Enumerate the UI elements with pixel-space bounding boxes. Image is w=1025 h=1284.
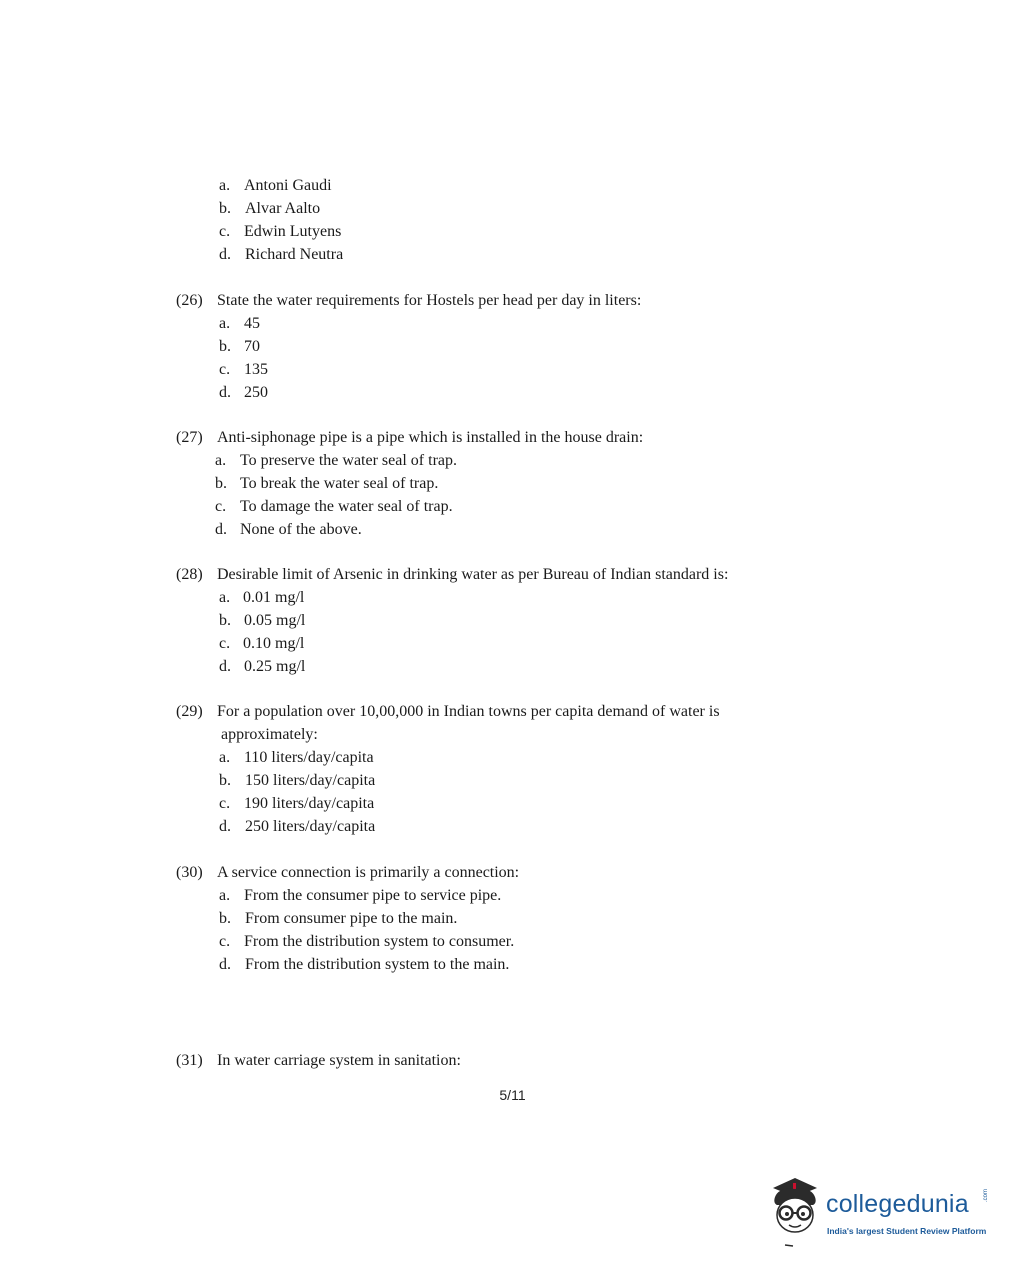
question-number: (28) — [176, 566, 203, 583]
question-line — [0, 1049, 1025, 1072]
option-label: c. — [219, 223, 231, 240]
option-row — [0, 953, 1025, 976]
option-row — [0, 815, 1025, 838]
option-text: 250 liters/day/capita — [245, 818, 376, 835]
option-label: b. — [219, 910, 231, 927]
option-label: d. — [219, 818, 231, 835]
option-row — [0, 655, 1025, 678]
question-text: For a population over 10,00,000 in Indian towns per capita demand of water is — [217, 703, 720, 720]
option-row — [0, 907, 1025, 930]
option-row — [0, 495, 1025, 518]
option-row — [0, 312, 1025, 335]
option-text: To break the water seal of trap. — [240, 475, 439, 492]
question-25-options — [0, 174, 1025, 266]
option-text: Edwin Lutyens — [244, 223, 342, 240]
option-text: From consumer pipe to the main. — [245, 910, 458, 927]
option-label: c. — [219, 795, 231, 812]
option-label: b. — [219, 200, 231, 217]
option-text: 0.05 mg/l — [244, 612, 306, 629]
option-row — [0, 358, 1025, 381]
option-text: 250 — [244, 384, 268, 401]
question-29 — [0, 700, 1025, 838]
option-text: 150 liters/day/capita — [245, 772, 376, 789]
question-line — [0, 861, 1025, 884]
question-line — [0, 563, 1025, 586]
question-28 — [0, 563, 1025, 678]
option-row — [0, 632, 1025, 655]
option-text: 135 — [244, 361, 268, 378]
option-row — [0, 449, 1025, 472]
option-text: To preserve the water seal of trap. — [240, 452, 457, 469]
question-text: Anti-siphonage pipe is a pipe which is installed in the house drain: — [217, 429, 644, 446]
question-text: A service connection is primarily a connection: — [217, 864, 520, 881]
question-number: (30) — [176, 864, 203, 881]
option-row — [0, 884, 1025, 907]
option-label: c. — [219, 361, 231, 378]
option-row — [0, 197, 1025, 220]
option-label: a. — [219, 315, 231, 332]
option-row — [0, 930, 1025, 953]
option-text: 45 — [244, 315, 260, 332]
question-text: In water carriage system in sanitation: — [217, 1052, 461, 1069]
option-label: b. — [219, 612, 231, 629]
option-label: a. — [219, 589, 231, 606]
option-text: Antoni Gaudi — [244, 177, 332, 194]
option-label: a. — [219, 749, 231, 766]
option-text: Richard Neutra — [245, 246, 344, 263]
question-30 — [0, 861, 1025, 976]
option-text: 190 liters/day/capita — [244, 795, 375, 812]
question-line — [0, 426, 1025, 449]
page-number: 5/11 — [499, 1087, 526, 1103]
option-text: 0.01 mg/l — [243, 589, 305, 606]
question-31 — [0, 1049, 1025, 1072]
logo-brand: collegedunia — [826, 1190, 969, 1218]
option-row — [0, 769, 1025, 792]
option-row — [0, 518, 1025, 541]
question-number: (31) — [176, 1052, 203, 1069]
option-row — [0, 335, 1025, 358]
option-label: a. — [219, 177, 231, 194]
option-row — [0, 174, 1025, 197]
question-27 — [0, 426, 1025, 541]
option-label: c. — [219, 635, 231, 652]
option-text: From the consumer pipe to service pipe. — [244, 887, 502, 904]
question-line — [0, 289, 1025, 312]
option-text: 0.10 mg/l — [243, 635, 305, 652]
option-label: c. — [215, 498, 227, 515]
option-label: b. — [219, 338, 231, 355]
option-row — [0, 586, 1025, 609]
logo-domain: .com — [983, 1188, 989, 1202]
question-number: (26) — [176, 292, 203, 309]
option-label: b. — [219, 772, 231, 789]
question-26 — [0, 289, 1025, 404]
question-number: (29) — [176, 703, 203, 720]
option-row — [0, 792, 1025, 815]
option-text: None of the above. — [240, 521, 362, 538]
question-line-continued — [0, 723, 1025, 746]
option-row — [0, 609, 1025, 632]
option-text: Alvar Aalto — [245, 200, 321, 217]
question-line — [0, 700, 1025, 723]
option-text: From the distribution system to consumer. — [244, 933, 515, 950]
option-label: b. — [215, 475, 227, 492]
option-label: a. — [219, 887, 231, 904]
question-text-continued: approximately: — [221, 726, 318, 743]
option-text: To damage the water seal of trap. — [240, 498, 453, 515]
logo-tagline: India's largest Student Review Platform — [827, 1226, 987, 1236]
option-label: d. — [219, 246, 231, 263]
option-text: 70 — [244, 338, 260, 355]
option-text: 110 liters/day/capita — [244, 749, 374, 766]
option-label: d. — [219, 384, 231, 401]
option-row — [0, 746, 1025, 769]
question-text: Desirable limit of Arsenic in drinking water as per Bureau of Indian standard is: — [217, 566, 729, 583]
option-row — [0, 243, 1025, 266]
option-row — [0, 381, 1025, 404]
option-label: d. — [215, 521, 227, 538]
option-row — [0, 220, 1025, 243]
option-label: d. — [219, 956, 231, 973]
option-label: c. — [219, 933, 231, 950]
option-label: d. — [219, 658, 231, 675]
collegedunia-logo — [765, 1175, 1000, 1250]
question-number: (27) — [176, 429, 203, 446]
question-text: State the water requirements for Hostels per head per day in liters: — [217, 292, 642, 309]
mascot-icon — [765, 1175, 825, 1250]
option-label: a. — [215, 452, 227, 469]
option-text: 0.25 mg/l — [244, 658, 306, 675]
option-text: From the distribution system to the main. — [245, 956, 510, 973]
option-row — [0, 472, 1025, 495]
